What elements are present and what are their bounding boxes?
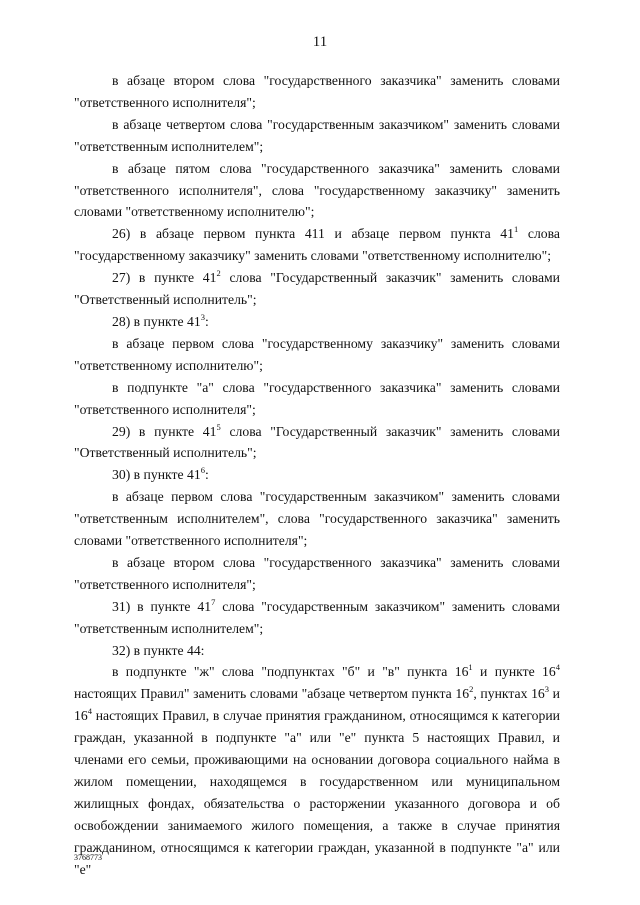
- superscript: 4: [87, 706, 92, 717]
- superscript: 6: [200, 465, 205, 476]
- paragraph: 27) в пункте $41^2$ слова "Государственный заказчик" заменить словами "Ответственный исполнитель";: [74, 268, 561, 308]
- superscript: 2: [469, 684, 474, 695]
- document-body: [74, 70, 560, 881]
- paragraph: в абзаце втором слова "государственного заказчика" заменить словами "ответственного исполнителя";: [74, 554, 560, 592]
- paragraph: 31) в пункте $41^7$ слова "государственным заказчиком" заменить словами "ответственным исполнителем";: [74, 596, 560, 636]
- paragraph: в абзаце первом слова "государственному заказчику" заменить словами "ответственному исполнителю";: [74, 335, 560, 373]
- paragraph: в абзаце втором слова "государственного заказчика" заменить словами "ответственного исполнителя";: [74, 73, 560, 110]
- paragraph: в подпункте "ж" слова "подпунктах "б" и "в" пункта $16^1$ и пункте $16^4$ настоящих Правил" заменить словами "абзаце четвертом пункта $16^2$, пунктах $16^3$ и $16^4$ настоящих Правил, в случае принятия гражданином, относящимся к категории граждан, указанной в подпункте "а" или "е" пункта 5 настоящих Правил, и членами его семьи, проживающими на основании договора социального найма в жилом помещении, находящемся в государственном или муниципальном жилищных фондах, обязательства о расторжении указанного договора и об освобождении занимаемого жилого помещения, а также в случае принятия гражданином, относящимся к категории граждан, указанной в подпункте "а" или "е": [74, 662, 560, 877]
- superscript: 1: [468, 662, 473, 673]
- superscript: 7: [211, 596, 216, 607]
- paragraph: 30) в пункте $41^6$:: [112, 465, 209, 483]
- superscript: 3: [200, 311, 205, 322]
- superscript: 2: [216, 268, 221, 279]
- paragraph: в абзаце четвертом слова "государственным заказчиком" заменить словами "ответственным исполнителем";: [74, 116, 560, 154]
- superscript: 4: [555, 662, 560, 673]
- superscript: 1: [514, 224, 519, 235]
- document-id: 3768773: [74, 853, 102, 862]
- page-number: 11: [312, 34, 328, 50]
- paragraph: 32) в пункте 44:: [112, 642, 205, 658]
- paragraph: в абзаце первом слова "государственным заказчиком" заменить словами "ответственным исполнителем", слова "государственного заказчика" заменить словами "ответственного исполнителя";: [74, 489, 560, 549]
- paragraph: 29) в пункте $41^5$ слова "Государственный заказчик" заменить словами "Ответственный исполнитель";: [74, 421, 561, 461]
- paragraph: 28) в пункте $41^3$:: [112, 311, 209, 329]
- paragraph: в подпункте "а" слова "государственного заказчика" заменить словами "ответственного исполнителя";: [74, 379, 560, 417]
- superscript: 3: [544, 684, 550, 695]
- paragraph: в абзаце пятом слова "государственного заказчика" заменить словами "ответственного исполнителя", слова "государственному заказчику" заменить словами "ответственному исполнителю";: [74, 160, 560, 220]
- paragraph: 26) в абзаце первом пункта 411 и абзаце первом пункта $41^1$ слова "государственному заказчику" заменить словами "ответственному исполнителю";: [74, 224, 560, 264]
- superscript: 5: [216, 421, 221, 432]
